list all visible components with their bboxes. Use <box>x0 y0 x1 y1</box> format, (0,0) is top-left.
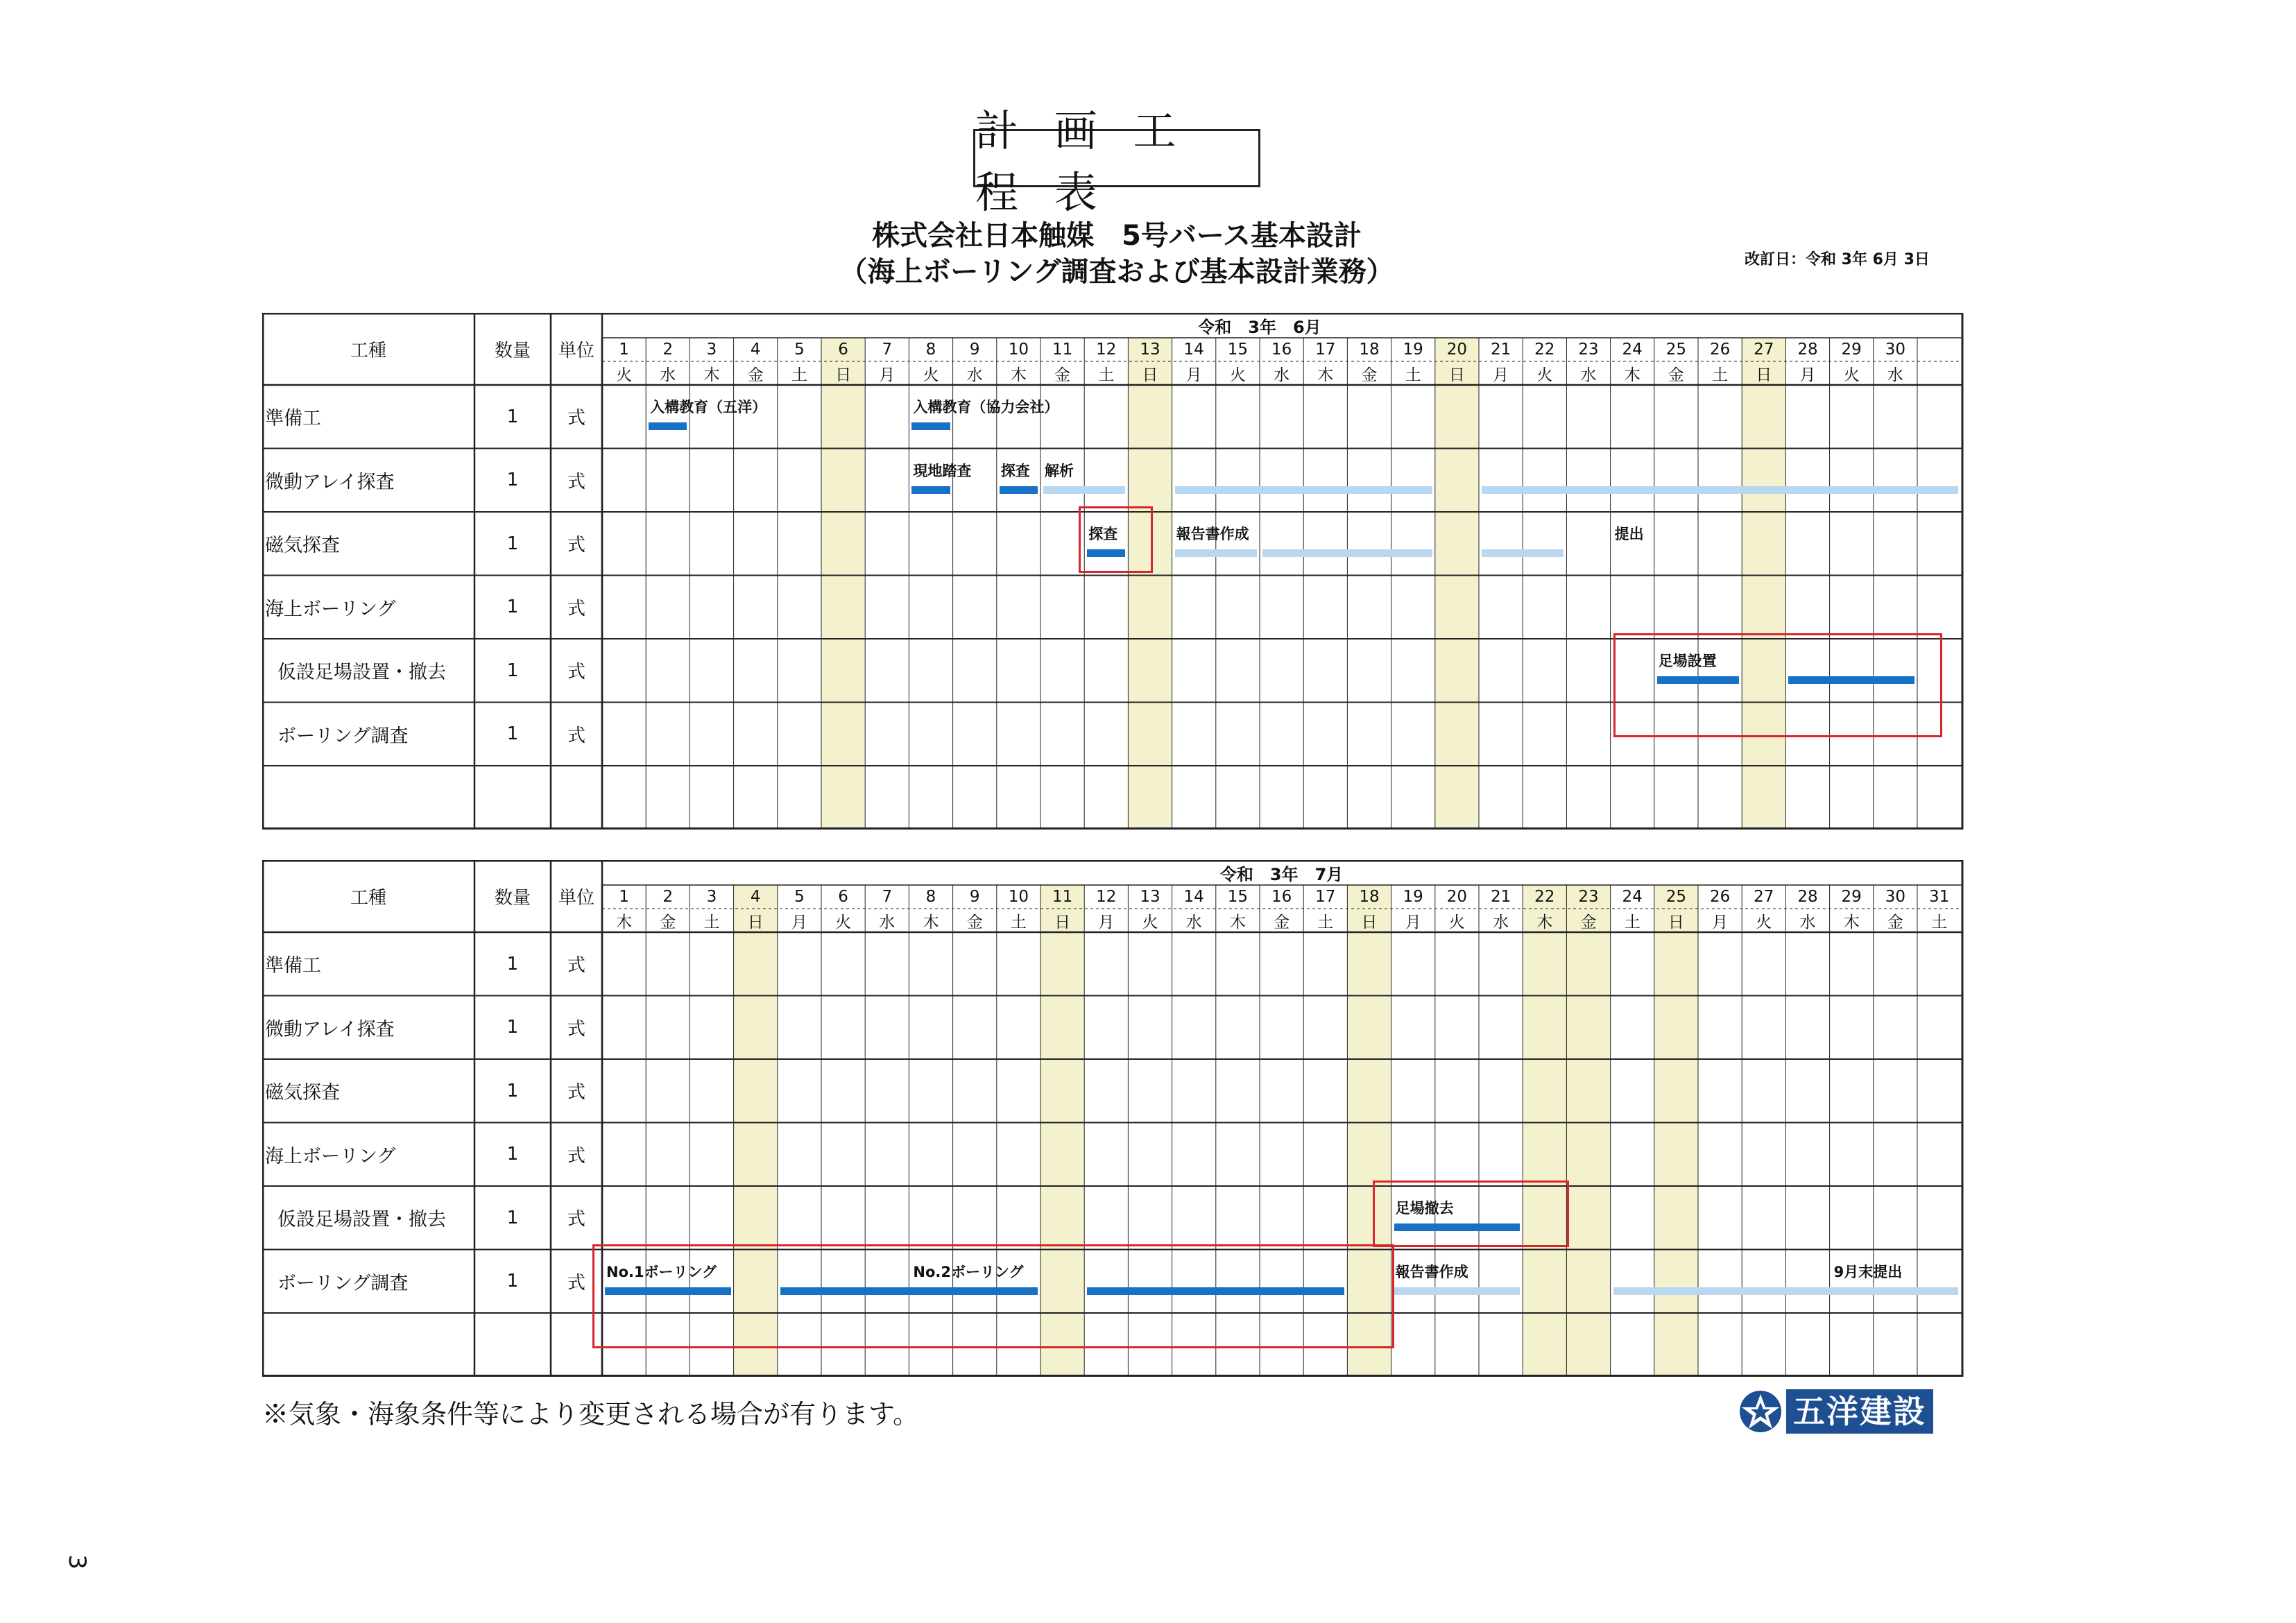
weekday: 日 <box>1448 366 1465 384</box>
day-number: 28 <box>1797 341 1818 359</box>
project-title: 株式会社日本触媒 5号バース基本設計 <box>872 220 1362 252</box>
day-number: 25 <box>1665 341 1687 359</box>
row-qty: 1 <box>506 1080 519 1101</box>
task-label: 報告書作成 <box>1176 526 1249 542</box>
holiday-column <box>1523 885 1566 1377</box>
day-number: 17 <box>1315 888 1336 906</box>
day-number: 29 <box>1841 888 1862 906</box>
row-qty <box>474 1313 551 1377</box>
row-unit: 式 <box>567 1018 585 1040</box>
weekday: 木 <box>1536 913 1553 931</box>
row-name <box>265 766 470 830</box>
weekday: 金 <box>1580 913 1597 931</box>
weekday: 月 <box>1098 913 1115 931</box>
weekday: 日 <box>1142 366 1158 384</box>
weekday: 土 <box>1317 913 1334 931</box>
day-number: 20 <box>1446 341 1468 359</box>
weekday: 火 <box>1448 913 1465 931</box>
day-number: 28 <box>1797 888 1818 906</box>
day-number: 7 <box>882 888 893 906</box>
holiday-column <box>1654 885 1698 1377</box>
weekday: 火 <box>1536 366 1553 384</box>
day-number: 26 <box>1709 341 1731 359</box>
weekday: 火 <box>923 366 939 384</box>
weekday: 木 <box>616 913 633 931</box>
row-qty: 1 <box>506 406 519 427</box>
holiday-column <box>1435 338 1479 830</box>
weekday: 火 <box>1843 366 1860 384</box>
day-number: 16 <box>1271 888 1292 906</box>
weekday: 土 <box>1405 366 1421 384</box>
weekday: 日 <box>747 913 764 931</box>
row-name: ボーリング調査 <box>277 1272 409 1294</box>
row-name: 微動アレイ探査 <box>265 1018 395 1040</box>
weekday: 火 <box>616 366 633 384</box>
day-number: 8 <box>925 888 936 906</box>
continuation-bar <box>1394 1287 1520 1295</box>
document-title: 計 画 工 程 表 <box>973 129 1260 187</box>
header-item: 工種 <box>350 340 386 361</box>
day-number: 10 <box>1008 888 1029 906</box>
row-name: 準備工 <box>265 955 321 977</box>
weekday: 木 <box>1229 913 1246 931</box>
row-unit: 式 <box>567 408 585 429</box>
task-label: 探査 <box>1088 526 1118 542</box>
day-number: 10 <box>1008 341 1029 359</box>
weekday: 水 <box>1274 366 1290 384</box>
day-number: 12 <box>1096 341 1117 359</box>
weekday: 木 <box>1843 913 1860 931</box>
day-number: 14 <box>1183 341 1204 359</box>
row-unit: 式 <box>567 1145 585 1167</box>
weekday: 木 <box>923 913 939 931</box>
day-number: 9 <box>969 341 980 359</box>
day-number: 15 <box>1227 341 1249 359</box>
row-unit: 式 <box>567 1272 585 1294</box>
row-unit: 式 <box>567 662 585 683</box>
header-qty: 数量 <box>494 887 531 909</box>
day-number: 24 <box>1622 888 1643 906</box>
weekday: 金 <box>1054 366 1071 384</box>
task-label: 入構教育（協力会社） <box>913 399 1059 415</box>
row-unit: 式 <box>567 598 585 619</box>
task-label: 提出 <box>1614 526 1644 542</box>
day-number: 23 <box>1578 888 1599 906</box>
day-number: 9 <box>969 888 980 906</box>
footnote: ※気象・海象条件等により変更される場合が有ります。 <box>262 1399 919 1429</box>
row-qty: 1 <box>506 533 519 554</box>
day-number: 6 <box>838 341 848 359</box>
day-number: 15 <box>1227 888 1249 906</box>
day-number: 5 <box>794 888 805 906</box>
weekday: 日 <box>1054 913 1071 931</box>
day-number: 3 <box>706 888 717 906</box>
holiday-column <box>821 338 865 830</box>
day-number: 18 <box>1359 888 1380 906</box>
project-subtitle: （海上ボーリング調査および基本設計業務） <box>839 256 1394 288</box>
task-label: 探査 <box>1000 462 1030 479</box>
weekday: 木 <box>1624 366 1640 384</box>
schedule-bar <box>1000 486 1038 494</box>
day-number: 30 <box>1885 888 1906 906</box>
weekday: 水 <box>1887 366 1903 384</box>
row-unit: 式 <box>567 1082 585 1104</box>
day-number: 5 <box>794 341 805 359</box>
highlight-box <box>592 1244 1394 1348</box>
highlight-box <box>1373 1180 1570 1247</box>
month-title: 令和 3年 7月 <box>1219 864 1344 884</box>
weekday: 月 <box>879 366 896 384</box>
weekday: 金 <box>1887 913 1903 931</box>
task-label: 9月末提出 <box>1833 1263 1903 1280</box>
day-number: 31 <box>1928 888 1950 906</box>
day-number: 29 <box>1841 341 1862 359</box>
day-number: 19 <box>1403 341 1423 359</box>
weekday: 月 <box>1405 913 1421 931</box>
schedule-bar <box>911 486 950 494</box>
weekday: 土 <box>1010 913 1027 931</box>
row-unit: 式 <box>567 955 585 977</box>
day-number: 2 <box>662 341 674 359</box>
weekday: 金 <box>966 913 983 931</box>
day-number: 26 <box>1709 888 1731 906</box>
row-name: 海上ボーリング <box>265 598 396 620</box>
day-number: 24 <box>1622 341 1643 359</box>
company-logo <box>1738 1386 1946 1437</box>
day-number: 16 <box>1271 341 1292 359</box>
weekday: 土 <box>703 913 720 931</box>
weekday: 月 <box>1799 366 1816 384</box>
continuation-bar <box>1262 549 1432 557</box>
highlight-box <box>1613 633 1942 737</box>
continuation-bar <box>1482 486 1958 494</box>
day-number: 20 <box>1446 888 1468 906</box>
day-number: 13 <box>1140 341 1160 359</box>
day-number: 7 <box>882 341 893 359</box>
row-name: 微動アレイ探査 <box>265 471 395 493</box>
weekday: 火 <box>1229 366 1246 384</box>
weekday: 水 <box>1185 913 1202 931</box>
row-qty: 1 <box>506 1207 519 1228</box>
day-number: 27 <box>1754 888 1774 906</box>
task-label: 解析 <box>1045 462 1074 479</box>
header-item: 工種 <box>350 887 386 909</box>
day-number: 22 <box>1534 888 1555 906</box>
weekday: 火 <box>835 913 852 931</box>
day-number: 6 <box>838 888 848 906</box>
weekday: 土 <box>1624 913 1640 931</box>
weekday: 金 <box>1668 366 1684 384</box>
star-logo-icon <box>1738 1389 1783 1434</box>
weekday: 月 <box>791 913 807 931</box>
weekday: 水 <box>660 366 676 384</box>
company-name: 五洋建設 <box>1786 1389 1933 1434</box>
row-name: 仮設足場設置・撤去 <box>277 1209 446 1231</box>
weekday: 土 <box>1712 366 1729 384</box>
row-name <box>265 1313 470 1377</box>
row-unit: 式 <box>567 725 585 746</box>
weekday: 日 <box>835 366 852 384</box>
task-label: No.1ボーリング <box>606 1263 717 1280</box>
row-qty <box>474 766 551 830</box>
weekday: 水 <box>1493 913 1509 931</box>
weekday: 月 <box>1712 913 1729 931</box>
day-number: 17 <box>1315 341 1336 359</box>
task-label: No.2ボーリング <box>913 1263 1024 1280</box>
row-name: ボーリング調査 <box>277 725 409 747</box>
day-number: 4 <box>750 341 761 359</box>
task-label: 報告書作成 <box>1395 1263 1468 1280</box>
weekday: 月 <box>1185 366 1202 384</box>
row-unit: 式 <box>567 535 585 556</box>
row-name: 磁気探査 <box>265 535 340 557</box>
weekday: 金 <box>1274 913 1290 931</box>
page-number: 3 <box>62 1554 91 1570</box>
day-number: 21 <box>1490 341 1511 359</box>
holiday-column <box>1742 338 1785 830</box>
weekday: 水 <box>879 913 896 931</box>
row-name: 仮設足場設置・撤去 <box>277 662 446 684</box>
weekday: 金 <box>1361 366 1378 384</box>
row-qty: 1 <box>506 1144 519 1165</box>
day-number: 11 <box>1052 341 1073 359</box>
day-number: 2 <box>662 888 674 906</box>
task-label: 足場設置 <box>1658 653 1717 669</box>
weekday: 日 <box>1668 913 1684 931</box>
weekday: 金 <box>747 366 764 384</box>
weekday: 木 <box>1317 366 1334 384</box>
task-label: 現地踏査 <box>913 462 972 479</box>
weekday: 日 <box>1361 913 1378 931</box>
task-label: 足場撤去 <box>1395 1200 1454 1217</box>
day-number: 1 <box>619 341 629 359</box>
header-qty: 数量 <box>494 340 531 361</box>
day-number: 8 <box>925 341 936 359</box>
weekday: 金 <box>660 913 676 931</box>
day-number: 3 <box>706 341 717 359</box>
revision-date: 改訂日：令和 3年 6月 3日 <box>1745 251 1930 268</box>
schedule-bar <box>911 422 950 430</box>
row-qty: 1 <box>506 596 519 618</box>
weekday: 水 <box>1799 913 1816 931</box>
weekday: 水 <box>966 366 983 384</box>
day-number: 23 <box>1578 341 1599 359</box>
day-number: 22 <box>1534 341 1555 359</box>
day-number: 14 <box>1183 888 1204 906</box>
day-number: 13 <box>1140 888 1160 906</box>
schedule-bar <box>649 422 687 430</box>
day-number: 30 <box>1885 341 1906 359</box>
schedule-table-july <box>262 860 1963 1377</box>
highlight-box <box>1079 506 1153 573</box>
day-number: 18 <box>1359 341 1380 359</box>
weekday: 木 <box>1010 366 1027 384</box>
row-qty: 1 <box>506 723 519 745</box>
day-number: 11 <box>1052 888 1073 906</box>
row-unit: 式 <box>567 471 585 492</box>
weekday: 土 <box>1098 366 1115 384</box>
task-label: 入構教育（五洋） <box>650 399 767 415</box>
weekday: 木 <box>703 366 720 384</box>
row-qty: 1 <box>506 1017 519 1038</box>
day-number: 27 <box>1754 341 1774 359</box>
row-name: 準備工 <box>265 408 321 430</box>
weekday: 土 <box>1931 913 1948 931</box>
row-name: 海上ボーリング <box>265 1145 396 1167</box>
row-qty: 1 <box>506 470 519 491</box>
weekday: 火 <box>1142 913 1158 931</box>
row-qty: 1 <box>506 953 519 974</box>
weekday: 水 <box>1580 366 1597 384</box>
day-number: 25 <box>1665 888 1687 906</box>
weekday: 土 <box>791 366 807 384</box>
weekday: 日 <box>1756 366 1772 384</box>
holiday-column <box>1128 338 1172 830</box>
header-unit: 単位 <box>558 340 594 361</box>
holiday-column <box>1566 885 1610 1377</box>
day-number: 4 <box>750 888 761 906</box>
continuation-bar <box>1613 1287 1959 1295</box>
day-number: 1 <box>619 888 629 906</box>
row-qty: 1 <box>506 1271 519 1292</box>
row-name: 磁気探査 <box>265 1082 340 1104</box>
schedule-table-june <box>262 313 1963 830</box>
continuation-bar <box>1482 549 1563 557</box>
weekday: 月 <box>1493 366 1509 384</box>
continuation-bar <box>1175 549 1257 557</box>
row-unit <box>551 766 602 830</box>
day-number: 19 <box>1403 888 1423 906</box>
continuation-bar <box>1175 486 1432 494</box>
day-number: 21 <box>1490 888 1511 906</box>
row-qty: 1 <box>506 660 519 681</box>
row-unit: 式 <box>567 1209 585 1230</box>
header-unit: 単位 <box>558 887 594 909</box>
continuation-bar <box>1043 486 1125 494</box>
month-title: 令和 3年 6月 <box>1198 317 1321 337</box>
weekday: 火 <box>1756 913 1772 931</box>
day-number: 12 <box>1096 888 1117 906</box>
